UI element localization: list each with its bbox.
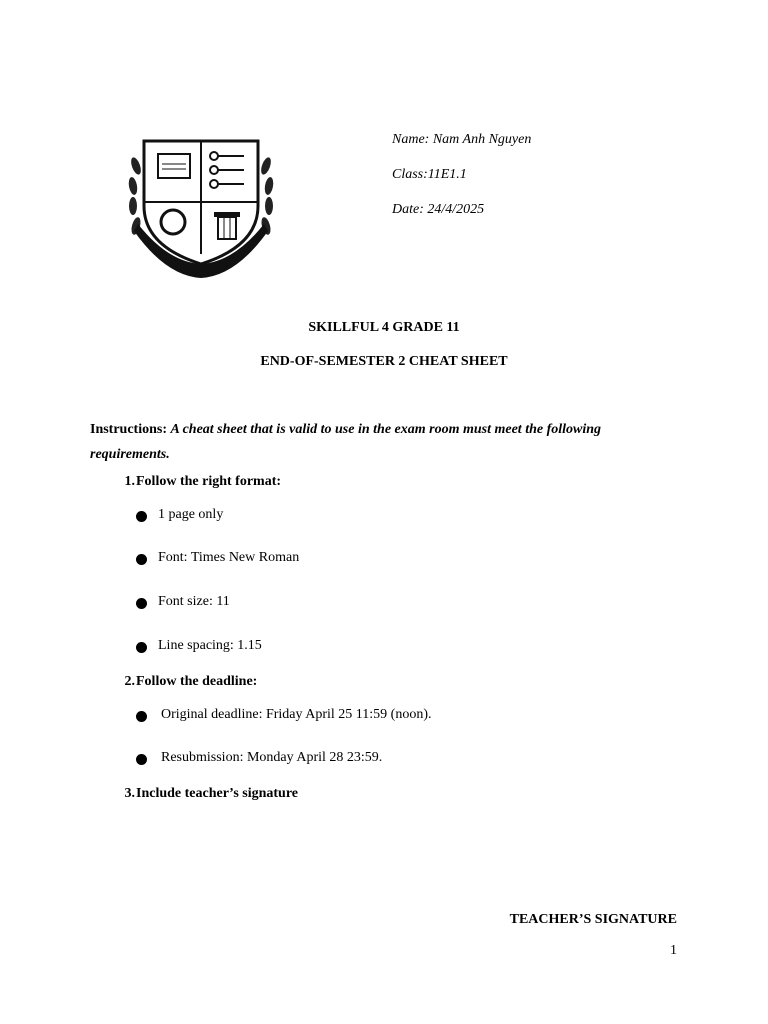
student-name: Name: Nam Anh Nguyen [392, 132, 532, 147]
instructions-label: Instructions: [90, 422, 168, 437]
document-subtitle: END-OF-SEMESTER 2 CHEAT SHEET [260, 354, 508, 369]
bullet-icon [136, 642, 147, 653]
school-crest-logo [126, 136, 276, 282]
bullet-icon [136, 511, 147, 522]
document-date: Date: 24/4/2025 [392, 202, 485, 217]
requirement-title: Include teacher’s signature [136, 786, 299, 801]
bullet-item: Line spacing: 1.15 [158, 638, 262, 653]
page-number: 1 [670, 943, 677, 958]
student-info [392, 131, 531, 236]
bullet-icon [136, 754, 147, 765]
document-title: SKILLFUL 4 GRADE 11 [308, 320, 460, 335]
bullet-icon [136, 554, 147, 565]
requirement-number: 1. [124, 474, 135, 489]
bullet-item: Font: Times New Roman [158, 550, 300, 565]
bullet-item: Original deadline: Friday April 25 11:59 (noon). [161, 707, 432, 722]
bullet-item: Font size: 11 [158, 594, 230, 609]
requirement-title: Follow the right format: [136, 474, 282, 489]
bullet-icon [136, 598, 147, 609]
instructions-paragraph [90, 417, 650, 467]
requirement-number: 2. [124, 674, 135, 689]
bullet-item: 1 page only [158, 507, 224, 522]
requirement-number: 3. [124, 786, 135, 801]
bullet-icon [136, 711, 147, 722]
teacher-signature-label: TEACHER’S SIGNATURE [509, 912, 677, 927]
requirement-title: Follow the deadline: [136, 674, 258, 689]
bullet-item: Resubmission: Monday April 28 23:59. [161, 750, 383, 765]
student-class: Class:11E1.1 [392, 167, 467, 182]
instructions-text: A cheat sheet that is valid to use in the exam room must meet the following requirements. [90, 422, 602, 462]
